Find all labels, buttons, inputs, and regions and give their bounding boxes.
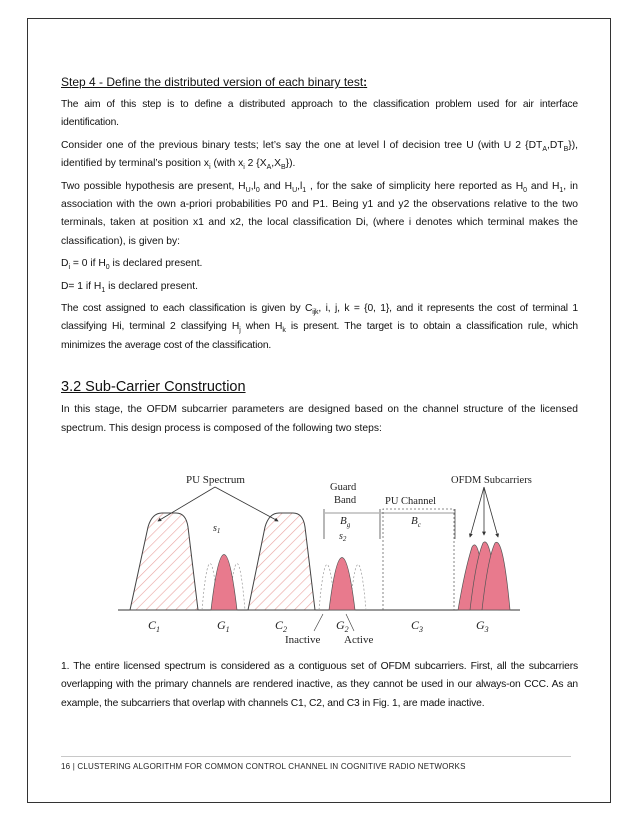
label-g2: $G_2$	[336, 618, 349, 634]
label-band: Band	[334, 495, 357, 506]
paragraph-hypothesis: Two possible hypothesis are present, $H_U,l_0$ and $H_U,l_1$ , for the sake of simplicity here reported as $H_0$ and $H_1$, in association with the own a-priori probabilities P0 and P1. Being y1 and y2 the observations relative to the two terminals, taken at position x1 and x2, the local classification Di, (where i denotes which terminal makes the classification), is given by:	[61, 180, 579, 247]
arrow-c1	[158, 487, 215, 521]
paragraph-binary-test: Consider one of the previous binary tests; let’s say the one at level l of decision tree U (with U 2 $\{DT_A,DT_B\}$), identified by terminal’s position $x_i$ (with $x_i$ 2 $\{X_A,X_B\}$).	[61, 139, 578, 172]
label-bc: $B_c$	[411, 515, 421, 529]
pu-channel-c1	[130, 513, 198, 610]
footer-divider	[61, 756, 571, 757]
paragraph-ofdm-design: In this stage, the OFDM subcarrier parameters are designed based on the channel structure of the licensed spectrum. This design process is composed of the following two steps:	[61, 404, 578, 434]
spectrum-figure	[118, 469, 532, 646]
label-bg: $B_g$	[340, 515, 351, 529]
subcarrier-s1	[211, 555, 237, 611]
arrow-ofdm-1	[470, 487, 484, 537]
main-content	[61, 74, 578, 442]
pu-channel-c2	[248, 513, 315, 610]
after-figure-content	[61, 658, 578, 717]
step-heading: Step 4 - Define the distributed version of each binary test:	[61, 75, 368, 89]
page-footer: 16 | CLUSTERING ALGORITHM FOR COMMON CONTROL CHANNEL IN COGNITIVE RADIO NETWORKS	[61, 762, 466, 771]
label-pu-channel: PU Channel	[385, 496, 437, 507]
label-c3: $C_3$	[411, 618, 424, 634]
label-pu-spectrum: PU Spectrum	[186, 474, 245, 486]
equation-d0: $D_i = 0$ if $H_0$ is declared present.	[61, 258, 203, 272]
label-active: Active	[344, 634, 374, 646]
label-s2: $s_2$	[339, 531, 347, 543]
label-guard: Guard	[330, 482, 357, 493]
label-c2: $C_2$	[275, 618, 288, 634]
label-ofdm: OFDM Subcarriers	[451, 475, 532, 486]
arrow-c2	[215, 487, 278, 521]
paragraph-cost: The cost assigned to each classification is given by $C_{ijk}$, i, j, k = {0, 1}, and it represents the cost of terminal 1 classifying Hi, terminal 2 classifying $H_j$ when $H_k$ is present. The target is to obtain a classification rule, which minimizes the average cost of the classification.	[61, 303, 578, 351]
section-heading: 3.2 Sub-Carrier Construction	[61, 379, 246, 396]
subcarrier-s2	[329, 558, 355, 611]
paragraph-aim: The aim of this step is to define a distributed approach to the classification problem used for air interface identification.	[61, 99, 578, 129]
label-c1: $C_1$	[148, 618, 161, 634]
spectrum-diagram	[118, 469, 532, 646]
equation-d1: D= 1 if $H_1$ is declared present.	[61, 280, 198, 294]
pointer-inactive	[314, 614, 323, 631]
label-g3: $G_3$	[476, 618, 489, 634]
label-g1: $G_1$	[217, 618, 230, 634]
arrow-ofdm-3	[484, 487, 498, 537]
label-inactive: Inactive	[285, 634, 321, 646]
paragraph-step-one: 1. The entire licensed spectrum is considered as a contiguous set of OFDM subcarriers. First, all the subcarriers overlapping with the primary channels are rendered inactive, as they cannot be used in our always-on CCC. As an example, the subcarriers that overlap with channels C1, C2, and C3 in Fig. 1, are made inactive.	[61, 661, 578, 709]
label-s1: $s_1$	[213, 523, 221, 535]
